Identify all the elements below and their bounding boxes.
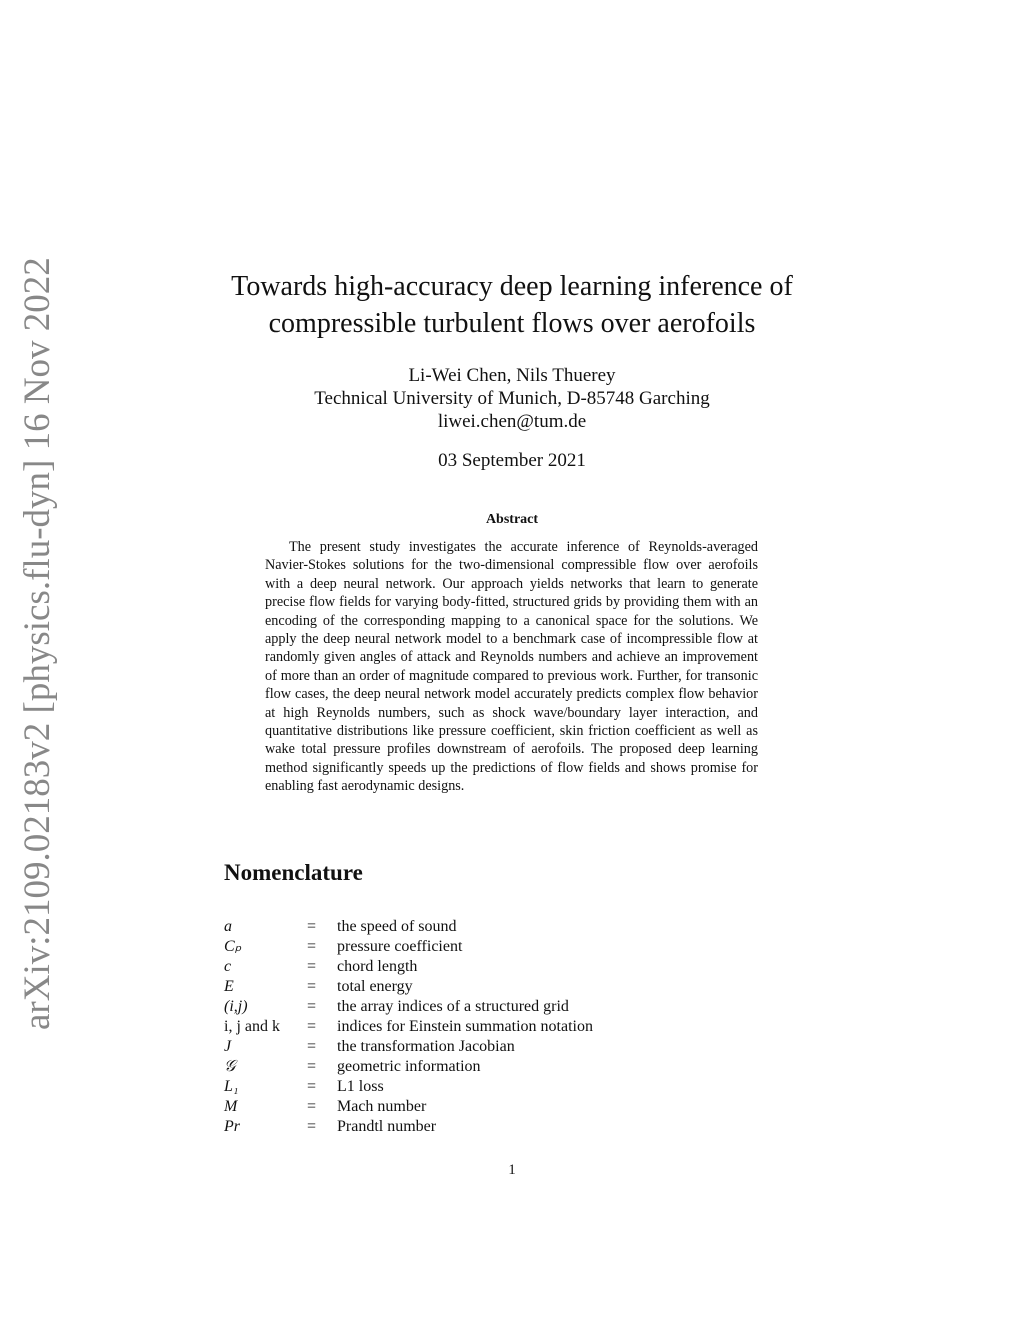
nomenclature-entry — [224, 1037, 593, 1057]
nomenclature-definition: Mach number — [337, 1098, 427, 1115]
nomenclature-equals: = — [307, 998, 317, 1015]
title-line-1: Towards high-accuracy deep learning inference of — [231, 271, 793, 302]
nomenclature-symbol: L₁ — [224, 1078, 239, 1095]
nomenclature-symbol: M — [224, 1098, 238, 1115]
nomenclature-definition: chord length — [337, 958, 418, 975]
nomenclature-entry — [224, 937, 593, 957]
nomenclature-definition: Prandtl number — [337, 1118, 437, 1135]
nomenclature-definition: pressure coefficient — [337, 938, 463, 955]
nomenclature-symbol: a — [224, 918, 232, 935]
nomenclature-definition: indices for Einstein summation notation — [337, 1018, 593, 1035]
nomenclature-symbol: (i,j) — [224, 998, 248, 1015]
arxiv-stamp: arXiv:2109.02183v2 [physics.flu-dyn] 16 Nov 2022 — [17, 257, 58, 1030]
author-affiliation: Technical University of Munich, D-85748 Garching — [314, 388, 710, 409]
author-email: liwei.chen@tum.de — [437, 411, 587, 432]
author-block — [150, 364, 874, 433]
nomenclature-equals: = — [307, 1058, 317, 1075]
nomenclature-equals: = — [307, 938, 317, 955]
nomenclature-equals: = — [307, 1038, 317, 1055]
page-number: 1 — [508, 1162, 516, 1178]
nomenclature-entry — [224, 1017, 593, 1037]
nomenclature-equals: = — [307, 1098, 317, 1115]
nomenclature-equals: = — [307, 918, 317, 935]
title-line-2: compressible turbulent flows over aerofoils — [268, 308, 756, 339]
abstract-body: The present study investigates the accurate inference of Reynolds-averaged Navier-Stokes solutions for the two-dimensional compressible flow over aerofoils with a deep neural network. Our approach yields networks that learn to generate precise flow fields for varying body-fitted, structured grids by providing them with an encoding of the corresponding mapping to a canonical space for the solutions. We apply the deep neural network model to a benchmark case of incompressible flow at randomly given angles of attack and Reynolds numbers and achieve an improvement of more than an order of magnitude compared to previous work. Further, for transonic flow cases, the deep neural network model accurately predicts complex flow behavior at high Reynolds numbers, such as shock wave/boundary layer interaction, and quantitative distributions like pressure coefficient, skin friction coefficient as well as wake total pressure profiles downstream of aerofoils. The proposed deep learning method significantly speeds up the predictions of flow fields and shows promise for enabling fast aerodynamic designs. — [265, 539, 758, 795]
nomenclature-list — [224, 917, 593, 1137]
nomenclature-entry — [224, 977, 593, 997]
nomenclature-entry — [224, 1117, 593, 1137]
nomenclature-definition: the array indices of a structured grid — [337, 998, 569, 1015]
nomenclature-definition: the transformation Jacobian — [337, 1038, 515, 1055]
nomenclature-symbol: E — [224, 978, 234, 995]
author-names: Li-Wei Chen, Nils Thuerey — [408, 365, 616, 386]
paper-title — [150, 268, 874, 342]
nomenclature-heading: Nomenclature — [224, 860, 363, 885]
nomenclature-symbol: J — [224, 1038, 232, 1055]
nomenclature-entry — [224, 1077, 593, 1097]
nomenclature-definition: L1 loss — [337, 1078, 384, 1095]
nomenclature-entry — [224, 997, 593, 1017]
nomenclature-entry — [224, 1057, 593, 1077]
nomenclature-entry — [224, 917, 593, 937]
abstract-heading: Abstract — [485, 512, 539, 527]
nomenclature-symbol: Pr — [224, 1118, 240, 1135]
nomenclature-definition: the speed of sound — [337, 918, 457, 935]
nomenclature-equals: = — [307, 1018, 317, 1035]
nomenclature-symbol: c — [224, 958, 232, 975]
nomenclature-equals: = — [307, 958, 317, 975]
nomenclature-symbol: i, j and k — [224, 1018, 280, 1035]
nomenclature-entry — [224, 1097, 593, 1117]
nomenclature-equals: = — [307, 1118, 317, 1135]
paper-date: 03 September 2021 — [438, 450, 586, 471]
nomenclature-definition: total energy — [337, 978, 413, 995]
nomenclature-equals: = — [307, 978, 317, 995]
nomenclature-definition: geometric information — [337, 1058, 481, 1075]
nomenclature-equals: = — [307, 1078, 317, 1095]
nomenclature-entry — [224, 957, 593, 977]
nomenclature-symbol: Cₚ — [224, 938, 242, 955]
nomenclature-symbol: 𝒢 — [224, 1058, 236, 1075]
